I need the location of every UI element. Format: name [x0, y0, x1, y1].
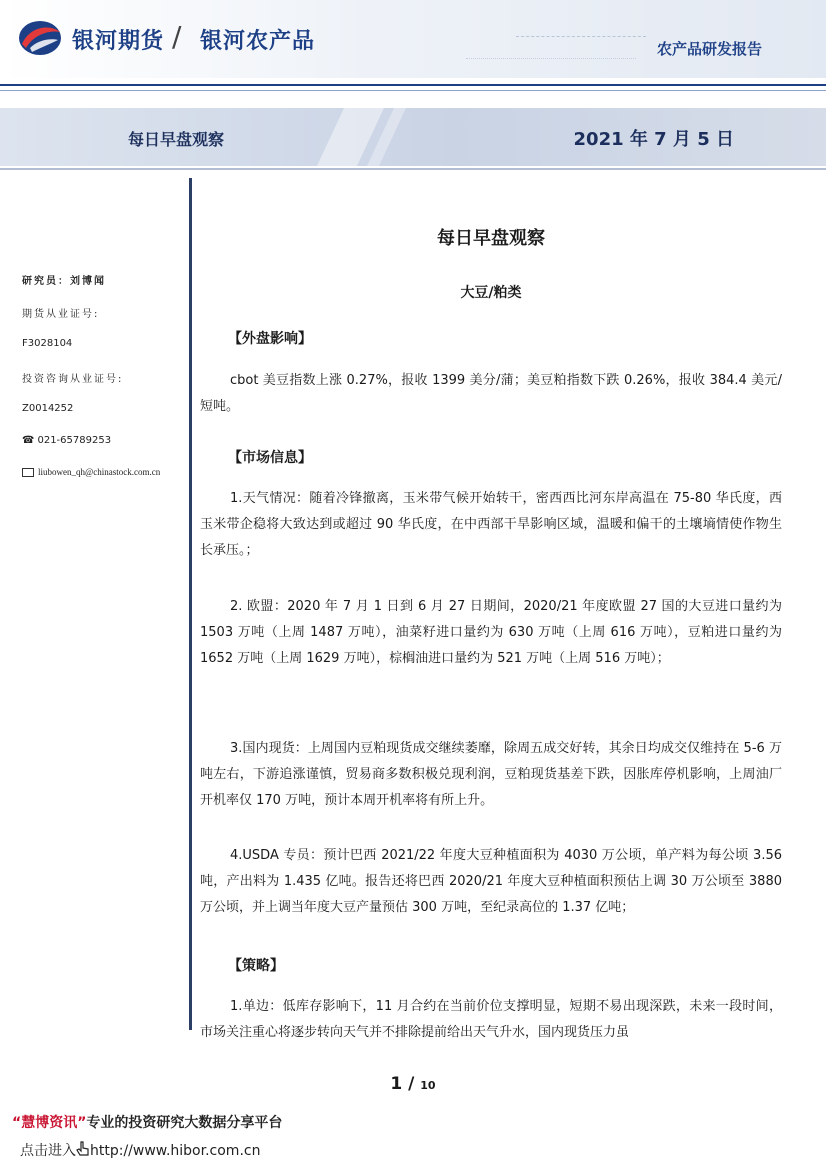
- paragraph: 3.国内现货：上周国内豆粕现货成交继续萎靡，除周五成交好转，其余日均成交仅维持在 5-6 万吨左右，下游追涨谨慎，贸易商多数积极兑现利润，豆粕现货基差下跌，因胀库停机影响，上周油厂开机率仅 170 万吨，预计本周开机率将有所上升。: [200, 741, 782, 808]
- section-heading-market: 【市场信息】: [228, 450, 312, 466]
- page-separator: /: [402, 1074, 421, 1094]
- promo-quote-close: ”: [77, 1115, 87, 1131]
- invest-cert-label: 投资咨询从业证号:: [22, 374, 124, 385]
- mail-icon: [22, 468, 34, 477]
- header-divider: [0, 84, 826, 86]
- phone-icon: ☎: [22, 435, 35, 446]
- galaxy-logo-icon: [16, 18, 64, 58]
- promo-text: 专业的投资研究大数据分享平台: [86, 1115, 283, 1131]
- document-title: 每日早盘观察: [437, 228, 545, 249]
- sidebar-divider: [189, 178, 192, 1030]
- header-decoration: [516, 36, 646, 49]
- promo-link-url[interactable]: http://www.hibor.com.cn: [90, 1143, 261, 1159]
- hand-pointer-icon: [76, 1141, 90, 1157]
- futures-cert-number: F3028104: [22, 338, 73, 349]
- promo-brand: 慧博资讯: [21, 1115, 78, 1131]
- invest-cert-number: Z0014252: [22, 403, 74, 414]
- email-address[interactable]: liubowen_qh@chinastock.com.cn: [38, 467, 161, 477]
- futures-cert-label: 期货从业证号:: [22, 309, 100, 320]
- document-subtitle: 大豆/粕类: [460, 285, 522, 301]
- email-row: [22, 467, 182, 477]
- brand-name: 银河期货: [72, 29, 165, 54]
- header-decoration: [466, 58, 636, 60]
- band-title: 每日早盘观察: [128, 130, 225, 149]
- page-current: 1: [390, 1074, 403, 1094]
- header-band: [0, 0, 826, 78]
- phone-row: [22, 435, 182, 446]
- promo-link-label: 点击进入: [20, 1143, 76, 1159]
- promo-quote-open: “: [12, 1115, 22, 1131]
- phone-number: 021-65789253: [37, 435, 112, 446]
- promo-line: [12, 1112, 282, 1132]
- paragraph: 2. 欧盟：2020 年 7 月 1 日到 6 月 27 日期间，2020/21 年度欧盟 27 国的大豆进口量约为 1503 万吨（上周 1487 万吨），油菜籽进口量约为 630 万吨（上周 616 万吨），豆粕进口量约为 1652 万吨（上周 1629 万吨），棕榈油进口量约为 521 万吨（上周 516 万吨）；: [200, 599, 782, 666]
- report-date: 2021 年 7 月 5 日: [573, 129, 734, 150]
- report-type: 农产品研发报告: [656, 40, 762, 58]
- paragraph: cbot 美豆指数上涨 0.27%，报收 1399 美分/蒲；美豆粕指数下跌 0.26%，报收 384.4 美元/短吨。: [200, 373, 782, 414]
- brand-sub-name: 银河农产品: [200, 29, 316, 54]
- paragraph: 4.USDA 专员：预计巴西 2021/22 年度大豆种植面积为 4030 万公顷，单产料为每公顷 3.56 吨，产出料为 1.435 亿吨。报告还将巴西 2020/21 年度大豆种植面积预估上调 30 万公顷至 3880 万公顷，并上调当年度大豆产量预估 300 万吨，至纪录高位的 1.37 亿吨；: [200, 848, 782, 915]
- paragraph: 1.单边：低库存影响下，11 月合约在当前价位支撑明显，短期不易出现深跌，未来一段时间，市场关注重心将逐步转向天气并不排除提前给出天气升水，国内现货压力虽: [200, 999, 782, 1040]
- section-heading-external: 【外盘影响】: [228, 331, 312, 347]
- title-band: [0, 108, 826, 166]
- page-number: [0, 1074, 826, 1094]
- band-divider: [0, 168, 826, 170]
- brand-divider: /: [172, 20, 182, 53]
- page-total: 10: [420, 1079, 436, 1092]
- researcher-name: 研究员：刘博闻: [22, 276, 106, 287]
- section-heading-strategy: 【策略】: [228, 958, 284, 974]
- header-divider: [0, 90, 826, 91]
- promo-link-row: [20, 1140, 260, 1160]
- paragraph: 1.天气情况：随着冷锋撤离，玉米带气候开始转干，密西西比河东岸高温在 75-80 华氏度，西玉米带企稳将大致达到或超过 90 华氏度，在中西部干旱影响区域，温暖和偏干的土壤墒情使作物生长承压。；: [200, 491, 782, 558]
